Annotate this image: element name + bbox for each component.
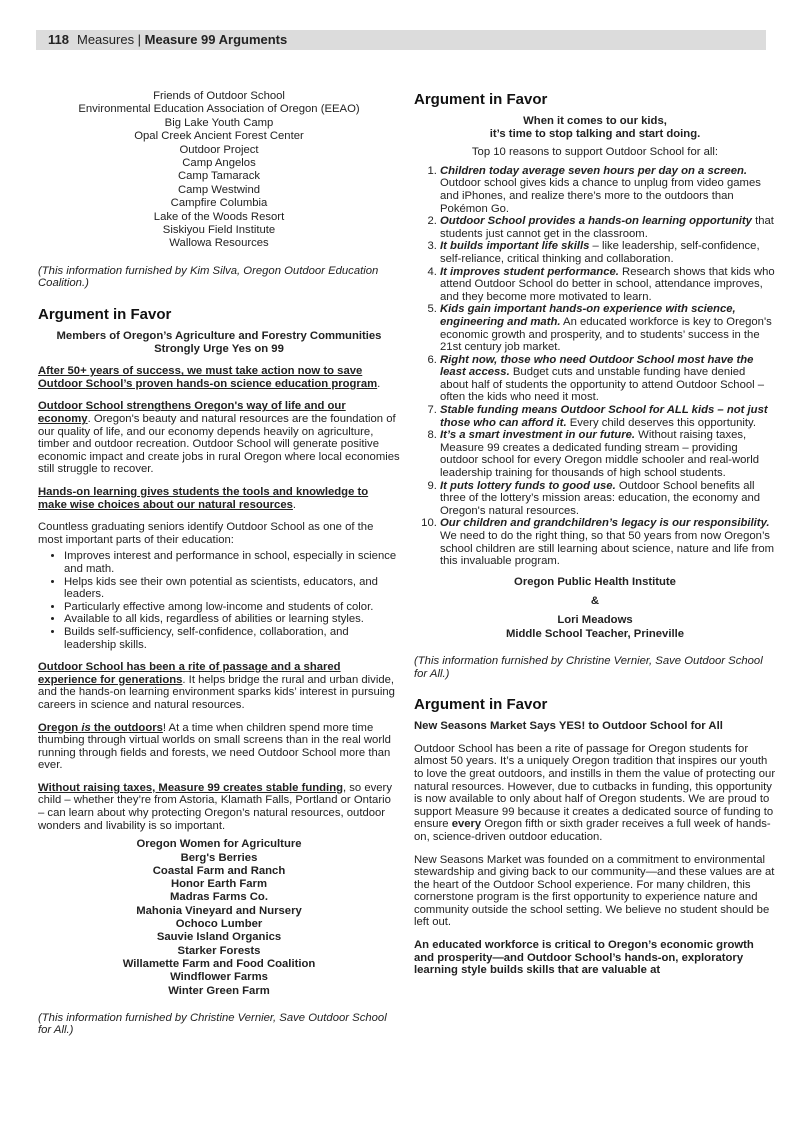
bullet-item: • Improves interest and performance in school, especially in science and math. xyxy=(64,550,400,575)
paragraph: After 50+ years of success, we must take action now to save Outdoor School’s proven hands-on science education program. xyxy=(38,365,381,390)
attribution-note: (This information furnished by Christine Vernier, Save Outdoor School for All.) xyxy=(38,1011,387,1037)
left-column xyxy=(38,90,400,1037)
reason-item xyxy=(440,240,776,265)
reason-item xyxy=(440,215,776,240)
reason-text: We need to do the right thing, so that 50 years from now Oregon’s school children are still learning about science, nature and life from this invaluable program. xyxy=(440,530,775,568)
reason-text: Outdoor School benefits all three of the lottery’s mission areas: education, the economy and Oregon's natural resources. xyxy=(440,479,761,517)
reason-text: Outdoor school gives kids a chance to unplug from video games and iPhones, and realize there’s more to the outdoors than Pokémon Go. xyxy=(440,177,761,215)
organization-name: Big Lake Youth Camp xyxy=(164,116,274,129)
signer-name: Sauvie Island Organics xyxy=(156,931,282,944)
reason-lead: It improves student performance. xyxy=(440,265,619,278)
organization-list xyxy=(38,90,400,251)
signer-name: Berg's Berries xyxy=(180,851,258,864)
reason-text: – like leadership, self-confidence, self-reliance, critical thinking and collaboration. xyxy=(440,240,760,265)
organization-name: Outdoor Project xyxy=(179,143,259,156)
signer-name: Ochoco Lumber xyxy=(175,918,263,931)
reason-text: Budget cuts and unstable funding have denied about half of students the opportunity to attend Outdoor School – often the kids who need it most. xyxy=(440,366,765,404)
signer-name: Willamette Farm and Food Coalition xyxy=(122,957,316,970)
paragraph: Countless graduating seniors identify Outdoor School as one of the most important parts of their education: xyxy=(38,521,374,546)
reason-item xyxy=(440,266,776,304)
reason-lead: Outdoor School provides a hands-on learning opportunity xyxy=(440,215,752,228)
reason-lead: Kids gain important hands-on experience with science, engineering and math. xyxy=(440,303,736,328)
reasons-list xyxy=(414,165,776,568)
signer-name: Coastal Farm and Ranch xyxy=(152,864,286,877)
bullet-item: • Available to all kids, regardless of abilities or learning styles. xyxy=(64,613,400,626)
reason-text: Without raising taxes, Measure 99 creates a dedicated funding stream – providing outdoor school for every Oregon middle schooler and real-world leadership training for thousands of high school students. xyxy=(440,429,759,480)
paragraph: Outdoor School has been a rite of passage for Oregon students for almost 50 years. It’s a uniquely Oregon tradition that inspires our youth to love the great outdoors, and instills in them the value of protecting our natural resources. However, due to cutbacks in funding, this opportunity is now available to only about half of Oregon students. We are proud to support Measure 99 because it creates a dedicated source of funding to ensure every Oregon fifth or sixth grader receives a full week of hands-on, science-driven outdoor education. xyxy=(414,742,776,843)
attribution-note: (This information furnished by Christine Vernier, Save Outdoor School for All.) xyxy=(414,654,763,680)
organization-name: Campfire Columbia xyxy=(170,197,268,210)
paragraph: Oregon is the outdoors! At a time when children spend more time thumbing through virtual worlds on small screens than in the real world running through fields and forests, we need Outdoor School more than ever. xyxy=(38,721,391,772)
reason-text: An educated workforce is key to Oregon's economic growth and prosperity, and to students’ success in the 21st century job market. xyxy=(440,315,772,354)
page-title: Measure 99 Arguments xyxy=(144,32,288,47)
argument-heading: Argument in Favor xyxy=(414,696,548,714)
signer-name: Madras Farms Co. xyxy=(170,891,268,904)
organization-name: Environmental Education Association of Oregon (EEAO) xyxy=(78,103,360,116)
reason-text: Research shows that kids who attend Outdoor School do better in school, attendance improves, and they become more motivated to learn. xyxy=(440,265,775,303)
right-column xyxy=(414,91,776,987)
paragraph: New Seasons Market was founded on a commitment to environmental stewardship and giving back to our community—and these values are at the heart of the Outdoor School experience. For many children, this cornerstone program is the first opportunity to experience nature and community outside the school setting. We believe no student should be left out. xyxy=(414,853,775,929)
signer-name: Mahonia Vineyard and Nursery xyxy=(136,904,302,917)
organization-name: Friends of Outdoor School xyxy=(153,90,285,102)
reason-item xyxy=(440,303,776,353)
signer-name: Starker Forests xyxy=(177,944,261,957)
organization-name: Wallowa Resources xyxy=(169,237,269,250)
paragraph: Without raising taxes, Measure 99 creates stable funding, so every child – whether they’re from Astoria, Klamath Falls, Portland or Ontario – can learn about why protecting Oregon’s natural resources, outdoor wonders and livability is so important. xyxy=(38,781,392,832)
reason-item xyxy=(440,480,776,518)
reason-item xyxy=(440,354,776,404)
attribution-note: (This information furnished by Kim Silva, Oregon Outdoor Education Coalition.) xyxy=(38,264,379,290)
signer-list xyxy=(38,838,400,998)
paragraph: Hands-on learning gives students the tools and knowledge to make wise choices about our natural resources. xyxy=(38,486,369,511)
reason-lead: Stable funding means Outdoor School for ALL kids – not just those who can afford it. xyxy=(440,404,768,429)
paragraph: Outdoor School has been a rite of passage and a shared experience for generations. It helps bridge the rural and urban divide, and the hands-on learning environment sparks kids’ interest in pursuing careers in science and natural resources. xyxy=(38,661,395,711)
reason-lead: Right now, those who need Outdoor School most have the least access. xyxy=(440,353,754,379)
signer-name: Honor Earth Farm xyxy=(170,878,268,891)
page-number: 118 xyxy=(48,32,69,47)
organization-name: Camp Angelos xyxy=(182,157,256,170)
argument-subheading: New Seasons Market Says YES! to Outdoor School for All xyxy=(414,720,723,733)
bullet-list xyxy=(38,550,400,651)
bullet-item: • Builds self-sufficiency, self-confidence, collaboration, and leadership skills. xyxy=(64,626,400,651)
reason-lead: It puts lottery funds to good use. xyxy=(440,479,616,492)
reason-lead: Children today average seven hours per day on a screen. xyxy=(440,164,748,177)
signature: Oregon Public Health Institute & Lori Meadows Middle School Teacher, Prineville xyxy=(505,575,685,640)
reason-item xyxy=(440,404,776,429)
argument-heading: Argument in Favor xyxy=(38,306,172,324)
organization-name: Lake of the Woods Resort xyxy=(153,210,285,223)
reason-text: Every child deserves this opportunity. xyxy=(566,416,756,429)
reason-item xyxy=(440,165,776,215)
argument-heading: Argument in Favor xyxy=(414,91,548,108)
argument-subheading: Members of Oregon’s Agriculture and Forestry Communities Strongly Urge Yes on 99 xyxy=(56,330,382,355)
bullet-item: • Helps kids see their own potential as scientists, educators, and leaders. xyxy=(64,576,400,601)
bullet-item: • Particularly effective among low-income and students of color. xyxy=(64,601,400,614)
organization-name: Opal Creek Ancient Forest Center xyxy=(134,130,304,143)
organization-name: Siskiyou Field Institute xyxy=(162,224,276,237)
signer-name: Windflower Farms xyxy=(170,971,268,984)
argument-subheading: When it comes to our kids, it’s time to stop talking and start doing. xyxy=(489,115,701,140)
paragraph: An educated workforce is critical to Oregon’s economic growth and prosperity—and Outdoor School’s hands-on, exploratory learning style builds skills that are valuable at xyxy=(414,939,754,977)
signer-name: Winter Green Farm xyxy=(168,984,270,997)
organization-name: Camp Westwind xyxy=(177,183,261,196)
reason-text: that students just cannot get in the classroom. xyxy=(440,215,774,240)
page-header xyxy=(36,30,766,50)
section-label: Measures | xyxy=(76,32,145,47)
signer-name: Oregon Women for Agriculture xyxy=(136,838,302,851)
reason-item xyxy=(440,517,776,567)
reason-lead: It builds important life skills xyxy=(440,240,590,253)
organization-name: Camp Tamarack xyxy=(177,170,261,183)
reason-lead: Our children and grandchildren’s legacy is our responsibility. xyxy=(440,517,770,530)
reason-lead: It’s a smart investment in our future. xyxy=(440,429,636,442)
reason-item xyxy=(440,429,776,479)
reasons-intro: Top 10 reasons to support Outdoor School for all: xyxy=(471,146,719,159)
paragraph: Outdoor School strengthens Oregon's way of life and our economy. Oregon's beauty and natural resources are the foundation of our quality of life, and our economy depends heavily on agriculture, timber and outdoor recreation. Outdoor School will generate positive economic impact and create jobs in rural Oregon where local economies still struggle to recover. xyxy=(38,400,400,476)
